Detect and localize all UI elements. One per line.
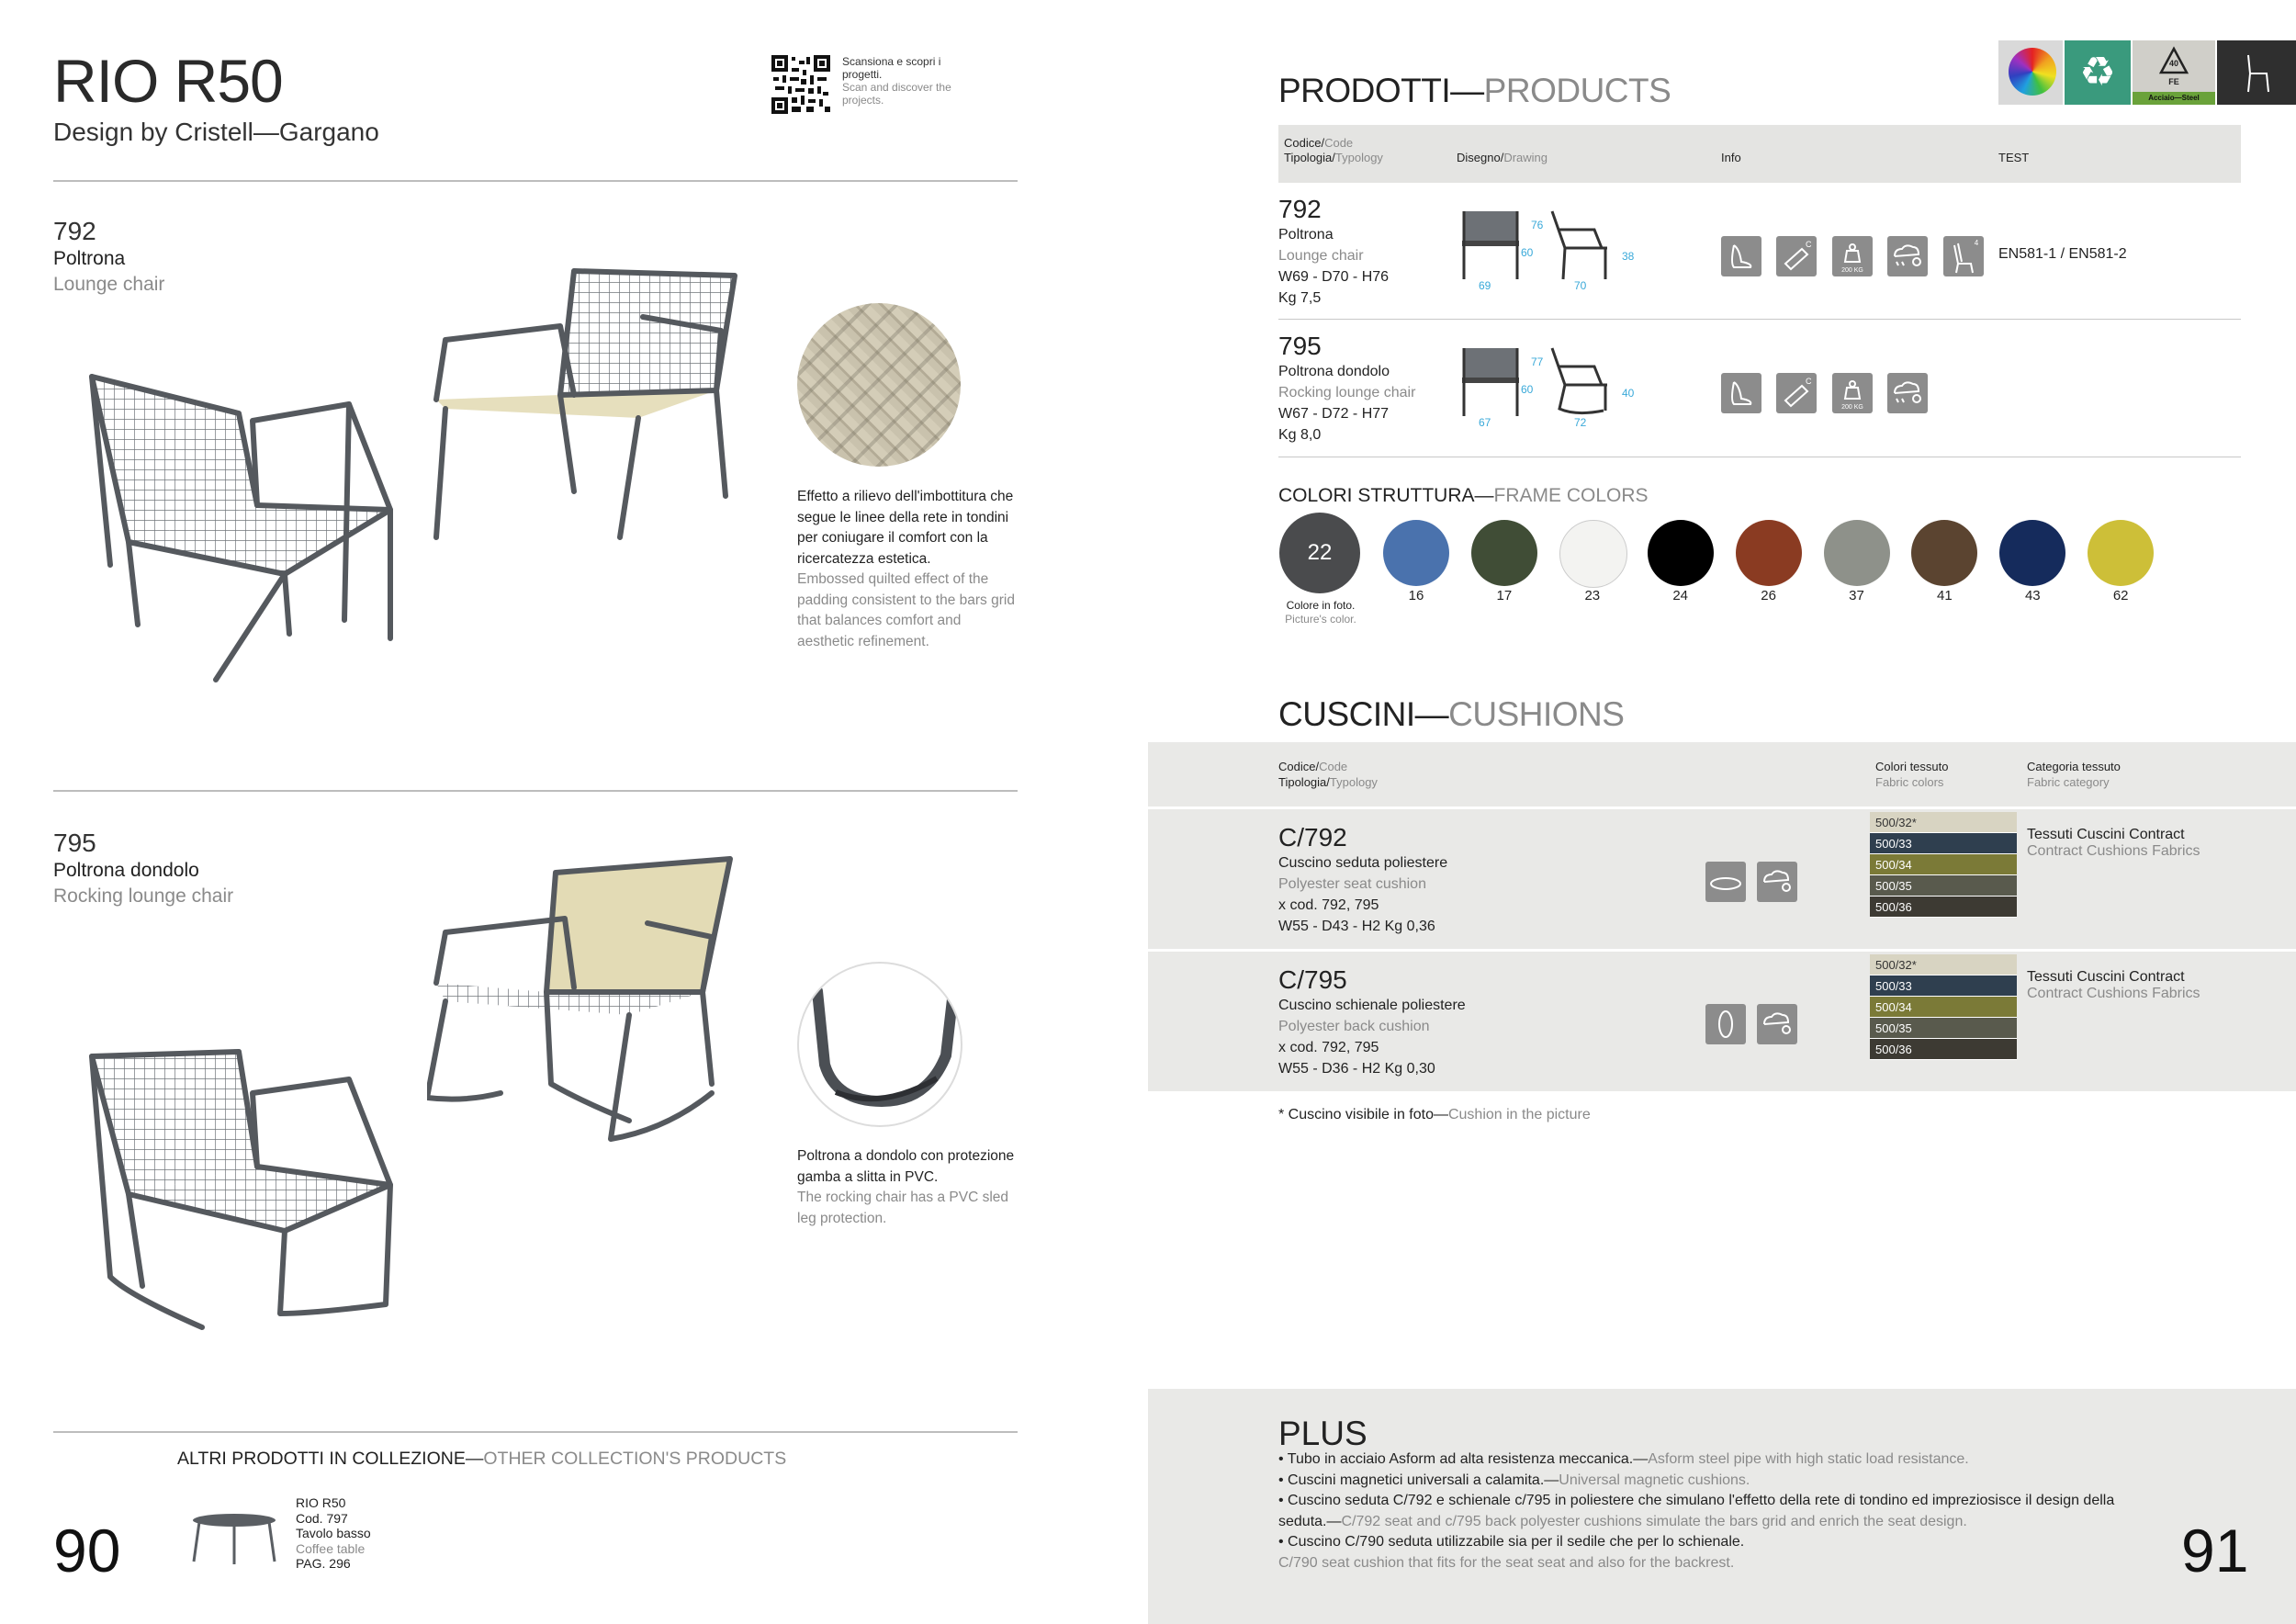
color-swatch[interactable] <box>2088 520 2154 586</box>
cush-cat-it: Tessuti Cuscini Contract <box>2027 969 2185 985</box>
cushion-row-c792 <box>1278 823 1447 935</box>
row-weight: Kg 8,0 <box>1278 427 1322 443</box>
color-swatch[interactable] <box>1648 520 1714 586</box>
divider <box>53 180 1018 182</box>
weight-load-icon <box>1832 236 1873 276</box>
dim-seat: 40 <box>1622 387 1635 400</box>
color-swatch[interactable] <box>1471 520 1537 586</box>
weather-resistant-icon <box>1757 1004 1797 1044</box>
dim-height: 76 <box>1531 219 1544 231</box>
other-products-heading <box>177 1449 786 1470</box>
svg-text:C: C <box>1806 377 1812 386</box>
row-name-en: Lounge chair <box>1278 248 1364 264</box>
swatch-code: 22 <box>1307 540 1333 565</box>
fabric-color-row[interactable]: 500/36 <box>1870 897 2017 918</box>
qr-caption-en: Scan and discover the projects. <box>842 81 951 107</box>
plus-list <box>1278 1449 2123 1573</box>
hdr-typ-en: Typology <box>1334 151 1383 164</box>
product-795-note <box>797 1146 1027 1229</box>
color-wheel-icon <box>2009 48 2056 96</box>
plus-box <box>1148 1389 2296 1624</box>
cush-code: C/792 <box>1278 823 1347 851</box>
fabric-colors-list <box>1870 812 2017 918</box>
color-swatch[interactable] <box>1824 520 1890 586</box>
svg-text:4: 4 <box>1974 239 1979 247</box>
fabric-color-row[interactable]: 500/34 <box>1870 854 2017 875</box>
other-product-item[interactable] <box>296 1495 371 1572</box>
cush-category <box>2027 827 2200 860</box>
cush-hdr-category <box>2027 759 2121 790</box>
cush-hdr-code <box>1278 759 1378 790</box>
hdr-code-it: Codice/ <box>1284 136 1325 150</box>
fabric-color-row[interactable]: 500/34 <box>1870 997 2017 1018</box>
cush-name-it: Cuscino schienale poliestere <box>1278 998 1466 1013</box>
drawing-front-icon <box>1458 344 1523 418</box>
seat-shape-icon <box>1721 373 1761 413</box>
color-swatch-code: 62 <box>2112 588 2129 603</box>
weather-resistant-icon <box>1887 373 1928 413</box>
color-swatch-code: 17 <box>1496 588 1513 603</box>
plus-item-en: C/790 seat cushion that fits for the seat seat and also for the backrest. <box>1278 1554 1735 1571</box>
products-heading-it: PRODOTTI— <box>1278 72 1484 109</box>
lounge-chair-cushion-image <box>427 262 758 556</box>
coffee-table-image[interactable] <box>188 1511 280 1566</box>
color-swatch-code: 16 <box>1408 588 1424 603</box>
dim-seat: 38 <box>1622 250 1635 263</box>
seat-cushion-icon <box>1705 862 1746 902</box>
cush-hdr-colors <box>1875 759 1948 790</box>
other-page: PAG. 296 <box>296 1556 351 1571</box>
back-cushion-icon <box>1705 1004 1746 1044</box>
hdr-code-en: Code <box>1324 136 1354 150</box>
fabric-color-row[interactable]: 500/35 <box>1870 1018 2017 1039</box>
cush-for: x cod. 792, 795 <box>1278 897 1379 913</box>
color-swatch[interactable] <box>1383 520 1449 586</box>
cush-divider <box>1148 806 2296 809</box>
row-dims: W69 - D70 - H76 <box>1278 269 1390 285</box>
seat-shape-icon <box>1721 236 1761 276</box>
steel-label: Acciaio—Steel <box>2133 92 2215 105</box>
weather-resistant-icon <box>1887 236 1928 276</box>
cushion-texture-image <box>797 303 961 467</box>
products-heading <box>1278 72 1671 110</box>
info-icons <box>1721 236 1995 276</box>
plus-item <box>1278 1491 2123 1532</box>
product-code: 795 <box>53 829 96 857</box>
dim-width: 69 <box>1479 279 1491 292</box>
other-heading-en: OTHER COLLECTION'S PRODUCTS <box>483 1449 787 1469</box>
page-number-right: 91 <box>2181 1517 2249 1585</box>
chair-icon <box>2245 53 2272 94</box>
plus-title: PLUS <box>1278 1415 1367 1452</box>
product-795-heading <box>53 829 233 908</box>
magnet-icon <box>1776 373 1817 413</box>
picture-color-it: Colore in foto. <box>1286 599 1356 612</box>
row-name-it: Poltrona <box>1278 227 1334 242</box>
color-swatch-code: 41 <box>1937 588 1953 603</box>
products-table-header <box>1278 125 2241 183</box>
cush-divider <box>1148 949 2296 952</box>
plus-item <box>1278 1532 2123 1573</box>
colors-heading-it: COLORI STRUTTURA— <box>1278 485 1494 506</box>
chair-badge <box>2217 40 2296 105</box>
cush-name-en: Polyester back cushion <box>1278 1019 1430 1034</box>
fabric-color-row[interactable]: 500/33 <box>1870 833 2017 854</box>
color-swatch-code: 23 <box>1584 588 1601 603</box>
cush-code: C/795 <box>1278 965 1347 994</box>
product-name-en: Lounge chair <box>53 274 165 295</box>
color-swatch-code: 37 <box>1849 588 1864 603</box>
product-792-heading <box>53 217 164 296</box>
other-type-it: Tavolo basso <box>296 1526 371 1540</box>
cush-cat-it: Tessuti Cuscini Contract <box>2027 827 2185 842</box>
row-name-it: Poltrona dondolo <box>1278 364 1390 379</box>
hdr-draw-it: Disegno/ <box>1457 151 1504 164</box>
info-icons <box>1721 373 1939 413</box>
other-code: Cod. 797 <box>296 1510 348 1526</box>
cushion-note <box>1278 1107 1591 1123</box>
dim-depth: 70 <box>1574 279 1587 292</box>
row-weight: Kg 7,5 <box>1278 290 1322 306</box>
cushions-heading-en: CUSHIONS <box>1448 695 1625 733</box>
note-en: Embossed quilted effect of the padding consistent to the bars grid that balances comfort and aesthetic refinement. <box>797 571 1015 649</box>
row-code: 795 <box>1278 332 1322 360</box>
cush-hdr-fc-it: Colori tessuto <box>1875 760 1949 773</box>
recycle-number: 40 <box>2168 59 2178 68</box>
cush-for: x cod. 792, 795 <box>1278 1040 1379 1055</box>
product-row-792 <box>1278 195 2241 319</box>
color-swatch-code: 24 <box>1672 588 1689 603</box>
note-en: The rocking chair has a PVC sled leg protection. <box>797 1190 1009 1226</box>
cushions-heading <box>1278 695 1624 734</box>
dim-seat-height: 60 <box>1521 246 1534 259</box>
fabric-color-row[interactable]: 500/35 <box>1870 875 2017 897</box>
hdr-draw-en: Drawing <box>1503 151 1548 164</box>
recycle-icon: ♻ <box>2079 50 2116 95</box>
drawing-side-icon <box>1548 208 1613 281</box>
cush-dims: W55 - D36 - H2 Kg 0,30 <box>1278 1061 1435 1077</box>
fe-label: FE <box>2168 77 2179 86</box>
rocking-chair-cushion-image <box>427 854 758 1148</box>
row-name-en: Rocking lounge chair <box>1278 385 1416 400</box>
hdr-info: Info <box>1721 151 1741 164</box>
fabric-color-row[interactable]: 500/32* <box>1870 954 2017 976</box>
cush-cat-en: Contract Cushions Fabrics <box>2027 986 2200 1001</box>
plus-item <box>1278 1449 2123 1471</box>
qr-caption <box>842 55 952 107</box>
product-name-it: Poltrona dondolo <box>53 860 199 881</box>
cush-hdr-cat-it: Categoria tessuto <box>2027 760 2121 773</box>
weight-load-icon <box>1832 373 1873 413</box>
product-row-795 <box>1278 332 2241 456</box>
cush-name-en: Polyester seat cushion <box>1278 876 1426 892</box>
color-wheel-badge <box>1998 40 2063 105</box>
product-name-en: Rocking lounge chair <box>53 885 234 907</box>
fabric-color-row[interactable]: 500/36 <box>1870 1039 2017 1060</box>
plus-item-it: • Cuscini magnetici universali a calamita.— <box>1278 1472 1559 1488</box>
color-swatch[interactable] <box>1999 520 2065 586</box>
weather-resistant-icon <box>1757 862 1797 902</box>
sled-leg-icon <box>799 964 961 1125</box>
color-swatch-picture[interactable] <box>1279 513 1360 593</box>
hdr-test: TEST <box>1998 151 2030 164</box>
picture-color-label <box>1282 599 1359 626</box>
svg-text:C: C <box>1806 240 1812 249</box>
svg-text:200 KG: 200 KG <box>1841 404 1863 411</box>
product-name-it: Poltrona <box>53 248 126 269</box>
plus-item-it: • Tubo in acciaio Asform ad alta resistenza meccanica.— <box>1278 1451 1649 1467</box>
cushion-note-en: Cushion in the picture <box>1447 1107 1591 1122</box>
fabric-color-row[interactable]: 500/33 <box>1870 976 2017 997</box>
row-test: EN581-1 / EN581-2 <box>1998 246 2127 262</box>
fabric-colors-list <box>1870 954 2017 1060</box>
cush-hdr-typ-it: Tipologia/ <box>1278 775 1330 789</box>
cushions-heading-it: CUSCINI— <box>1278 695 1449 733</box>
note-it: Effetto a rilievo dell'imbottitura che segue le linee della rete in tondini per coniugare il comfort con la ricercatezza estetica. <box>797 489 1014 567</box>
plus-item-it: • Cuscino seduta C/792 e schienale c/795 in poliestere che simulano l'effetto della rete di tondino ed impreziosisce il design della seduta.— <box>1278 1493 2115 1529</box>
magnet-icon <box>1776 236 1817 276</box>
cush-icons <box>1705 862 1808 902</box>
fabric-color-row[interactable]: 500/32* <box>1870 812 2017 833</box>
plus-item-en: C/792 seat and c/795 back polyester cushions simulate the bars grid and enrich the seat design. <box>1341 1513 1967 1529</box>
cush-category <box>2027 969 2200 1002</box>
qr-caption-it: Scansiona e scopri i progetti. <box>842 55 941 81</box>
dim-seat-height: 60 <box>1521 383 1534 396</box>
qr-code-icon[interactable] <box>771 55 830 114</box>
row-code: 792 <box>1278 195 1322 223</box>
cush-icons <box>1705 1004 1808 1044</box>
other-name: RIO R50 <box>296 1495 346 1510</box>
drawing-front-icon <box>1458 208 1523 281</box>
cush-cat-en: Contract Cushions Fabrics <box>2027 843 2200 859</box>
cushions-table <box>1148 742 2296 1091</box>
note-it: Poltrona a dondolo con protezione gamba a slitta in PVC. <box>797 1148 1015 1185</box>
sled-detail-image <box>797 962 962 1127</box>
cushion-note-it: * Cuscino visibile in foto— <box>1278 1107 1448 1122</box>
dim-height: 77 <box>1531 355 1544 368</box>
hdr-typ-it: Tipologia/ <box>1284 151 1335 164</box>
drawing-side-icon <box>1548 344 1613 418</box>
badges <box>1998 40 2296 105</box>
steel-badge <box>2133 40 2215 105</box>
svg-text:200 KG: 200 KG <box>1841 267 1863 274</box>
product-code: 792 <box>53 217 96 245</box>
divider <box>53 790 1018 792</box>
designer-line: Design by Cristell—Gargano <box>53 118 379 146</box>
cush-hdr-typ-en: Typology <box>1329 775 1378 789</box>
other-type-en: Coffee table <box>296 1540 366 1556</box>
cush-dims: W55 - D43 - H2 Kg 0,36 <box>1278 919 1435 934</box>
stackable-icon <box>1943 236 1984 276</box>
plus-item-en: Universal magnetic cushions. <box>1559 1472 1750 1488</box>
cush-hdr-code-en: Code <box>1319 760 1348 773</box>
plus-item <box>1278 1471 2123 1492</box>
picture-color-en: Picture's color. <box>1285 613 1356 626</box>
colors-heading-en: FRAME COLORS <box>1493 485 1649 506</box>
product-792-note <box>797 487 1018 652</box>
color-swatch-code: 26 <box>1761 588 1776 603</box>
plus-item-en: Asform steel pipe with high static load resistance. <box>1648 1451 1969 1467</box>
divider <box>53 1431 1018 1433</box>
cush-hdr-code-it: Codice/ <box>1278 760 1320 773</box>
color-swatch[interactable] <box>1911 520 1977 586</box>
dim-depth: 72 <box>1574 416 1587 429</box>
rocking-chair-image <box>73 1038 404 1350</box>
cush-name-it: Cuscino seduta poliestere <box>1278 855 1448 871</box>
colors-heading <box>1278 485 1649 507</box>
plus-item-it: • Cuscino C/790 seduta utilizzabile sia per il sedile che per lo schienale. <box>1278 1534 1745 1550</box>
row-divider <box>1278 319 2241 320</box>
lounge-chair-image <box>73 358 404 698</box>
other-heading-it: ALTRI PRODOTTI IN COLLEZIONE— <box>177 1449 484 1469</box>
recycle-badge <box>2065 40 2131 105</box>
color-swatch[interactable] <box>1559 520 1627 588</box>
cushion-row-c795 <box>1278 965 1466 1077</box>
dim-width: 67 <box>1479 416 1491 429</box>
row-dims: W67 - D72 - H77 <box>1278 406 1390 422</box>
page-title: RIO R50 <box>53 47 283 115</box>
color-swatch-code: 43 <box>2024 588 2041 603</box>
cush-hdr-cat-en: Fabric category <box>2027 775 2110 789</box>
page-number-left: 90 <box>53 1517 121 1585</box>
color-swatch[interactable] <box>1736 520 1802 586</box>
products-heading-en: PRODUCTS <box>1483 72 1671 109</box>
cush-hdr-fc-en: Fabric colors <box>1875 775 1944 789</box>
